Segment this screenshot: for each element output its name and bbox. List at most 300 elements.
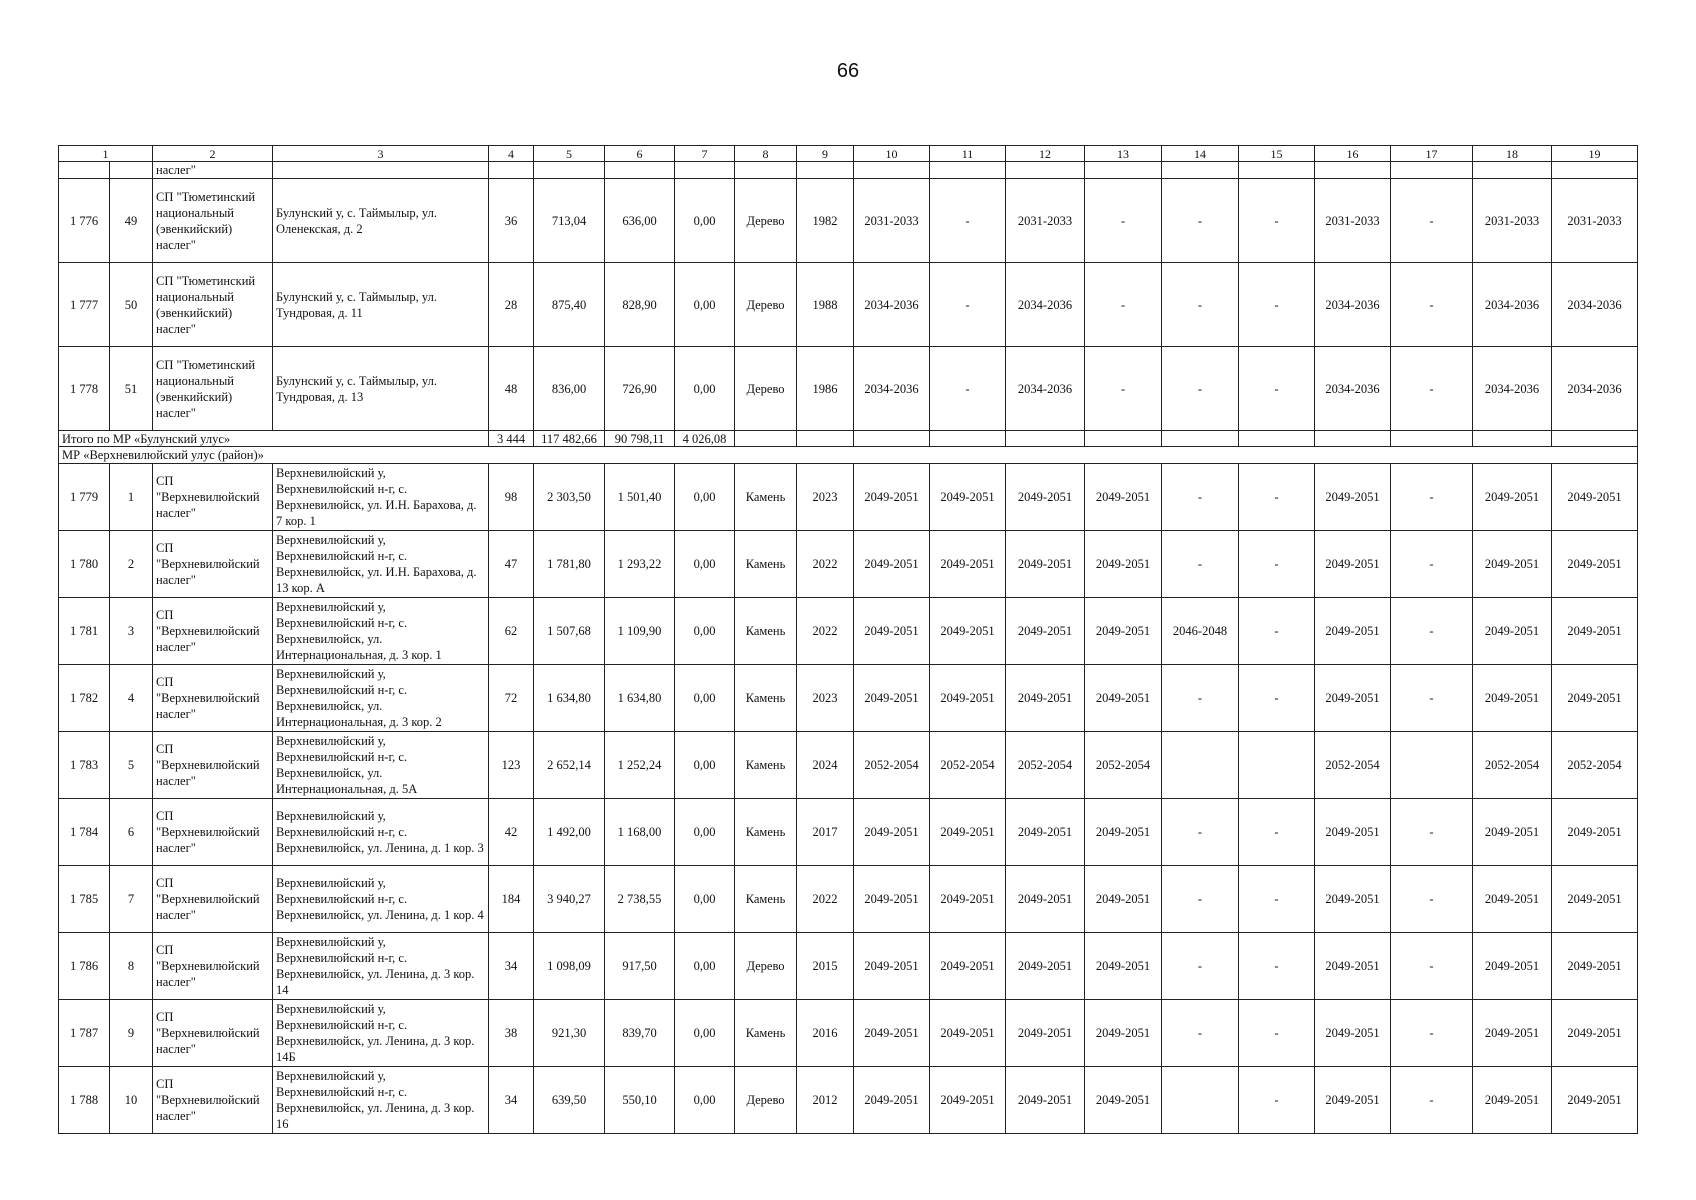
cell-col-2: 51 — [110, 347, 153, 431]
cell-col-11: 2034-2036 — [854, 263, 930, 347]
column-number: 3 — [273, 146, 489, 162]
cell-col-2: 1 — [110, 464, 153, 531]
cell-col-1: 1 780 — [59, 531, 110, 598]
cell-col-12: - — [930, 347, 1006, 431]
cell-col-3: СП "Верхневилюйский наслег" — [153, 464, 273, 531]
cell-col-2: 3 — [110, 598, 153, 665]
cell-col-15: - — [1162, 933, 1239, 1000]
cell-col-2: 2 — [110, 531, 153, 598]
cell-col-7: 1 109,90 — [605, 598, 675, 665]
cell-col-16: - — [1239, 933, 1315, 1000]
cell — [1006, 162, 1085, 179]
cell-col-17: 2049-2051 — [1315, 933, 1391, 1000]
cell-col-17: 2049-2051 — [1315, 799, 1391, 866]
cell-col-6: 1 507,68 — [534, 598, 605, 665]
column-number: 12 — [1006, 146, 1085, 162]
column-number: 9 — [797, 146, 854, 162]
cell-col-4: Верхневилюйский у, Верхневилюйский н-г, с. Верхневилюйск, ул. Ленина, д. 3 кор. 14 — [273, 933, 489, 1000]
cell-col-2: 49 — [110, 179, 153, 263]
cell — [489, 162, 534, 179]
table-row — [59, 179, 1638, 263]
cell-col-19: 2049-2051 — [1473, 799, 1552, 866]
cell — [1085, 162, 1162, 179]
cell — [854, 162, 930, 179]
cell-col-13: 2049-2051 — [1006, 1000, 1085, 1067]
cell-col-11: 2049-2051 — [854, 1000, 930, 1067]
cell — [1162, 431, 1239, 447]
cell-col-14: 2049-2051 — [1085, 665, 1162, 732]
cell-col-15: - — [1162, 179, 1239, 263]
cell-col-2: 10 — [110, 1067, 153, 1134]
cell-col-16: - — [1239, 598, 1315, 665]
cell-col-4: Верхневилюйский у, Верхневилюйский н-г, с. Верхневилюйск, ул. Ленина, д. 3 кор. 16 — [273, 1067, 489, 1134]
housing-register-table — [58, 145, 1638, 1134]
cell — [1239, 431, 1315, 447]
cell-col-16: - — [1239, 464, 1315, 531]
cell — [59, 162, 110, 179]
cell-col-3: СП "Верхневилюйский наслег" — [153, 665, 273, 732]
cell-col-13: 2049-2051 — [1006, 464, 1085, 531]
cell-col-20: 2052-2054 — [1552, 732, 1638, 799]
table-row — [59, 732, 1638, 799]
cell — [1391, 431, 1473, 447]
cell-col-1: 1 786 — [59, 933, 110, 1000]
cell — [797, 162, 854, 179]
cell — [1085, 431, 1162, 447]
column-number: 6 — [605, 146, 675, 162]
cell-col-12: 2049-2051 — [930, 1000, 1006, 1067]
column-number: 15 — [1239, 146, 1315, 162]
cell-col-2: 8 — [110, 933, 153, 1000]
cell-col-3: СП "Верхневилюйский наслег" — [153, 799, 273, 866]
cell-col-6: 2 652,14 — [534, 732, 605, 799]
cell-col-5: 184 — [489, 866, 534, 933]
column-number: 17 — [1391, 146, 1473, 162]
column-number: 2 — [153, 146, 273, 162]
cell-col-5: 72 — [489, 665, 534, 732]
cell-col-18: - — [1391, 598, 1473, 665]
cell-col-6: 1 492,00 — [534, 799, 605, 866]
cell-col-15 — [1162, 1067, 1239, 1134]
column-number: 5 — [534, 146, 605, 162]
column-number: 1 — [59, 146, 153, 162]
cell-col-5: 38 — [489, 1000, 534, 1067]
cell-col-15: - — [1162, 531, 1239, 598]
cell-col-8: 0,00 — [675, 665, 735, 732]
cell-col-4: Верхневилюйский у, Верхневилюйский н-г, с. Верхневилюйск, ул. Интернациональная, д. 3 кор. 1 — [273, 598, 489, 665]
cell-col-1: 1 784 — [59, 799, 110, 866]
cell-col-6: 836,00 — [534, 347, 605, 431]
cell-col-2: 9 — [110, 1000, 153, 1067]
cell-col-9: Камень — [735, 531, 797, 598]
cell-col-18: - — [1391, 1000, 1473, 1067]
cell-col-20: 2031-2033 — [1552, 179, 1638, 263]
cell-col-11: 2049-2051 — [854, 933, 930, 1000]
cell-col-17: 2049-2051 — [1315, 1067, 1391, 1134]
cell-col-2: 50 — [110, 263, 153, 347]
cell-col-20: 2049-2051 — [1552, 933, 1638, 1000]
cell-col-9: Камень — [735, 732, 797, 799]
cell — [675, 162, 735, 179]
cell-col-18: - — [1391, 866, 1473, 933]
cell-col-7: 1 501,40 — [605, 464, 675, 531]
column-number: 7 — [675, 146, 735, 162]
cell-col-14: 2049-2051 — [1085, 531, 1162, 598]
cell-col-17: 2049-2051 — [1315, 464, 1391, 531]
subtotal-value: 4 026,08 — [675, 431, 735, 447]
cell-col-9: Дерево — [735, 179, 797, 263]
table-row — [59, 1000, 1638, 1067]
cell-col-8: 0,00 — [675, 1000, 735, 1067]
cell-col-2: 4 — [110, 665, 153, 732]
cell-col-11: 2049-2051 — [854, 1067, 930, 1134]
cell-col-9: Камень — [735, 665, 797, 732]
cell-col-11: 2052-2054 — [854, 732, 930, 799]
section-title: МР «Верхневилюйский улус (район)» — [59, 447, 1638, 464]
cell-col-2: 7 — [110, 866, 153, 933]
cell-col-9: Камень — [735, 1000, 797, 1067]
column-number-header — [59, 146, 1638, 162]
cell-col-10: 2023 — [797, 665, 854, 732]
section-header-row — [59, 447, 1638, 464]
cell-col-5: 62 — [489, 598, 534, 665]
cell-col-10: 2016 — [797, 1000, 854, 1067]
cell-col-13: 2049-2051 — [1006, 598, 1085, 665]
cell-col-10: 2023 — [797, 464, 854, 531]
cell-col-17: 2049-2051 — [1315, 1000, 1391, 1067]
cell-col-1: 1 781 — [59, 598, 110, 665]
cell-col-20: 2049-2051 — [1552, 598, 1638, 665]
cell-col-20: 2049-2051 — [1552, 866, 1638, 933]
cell — [1552, 431, 1638, 447]
cell-col-5: 36 — [489, 179, 534, 263]
column-number: 11 — [930, 146, 1006, 162]
cell-col-10: 2012 — [797, 1067, 854, 1134]
cell-col-1: 1 782 — [59, 665, 110, 732]
cell — [1315, 431, 1391, 447]
cell-col-16: - — [1239, 665, 1315, 732]
cell-col-16: - — [1239, 179, 1315, 263]
cell-col-2: 6 — [110, 799, 153, 866]
cell-col-3: СП "Верхневилюйский наслег" — [153, 866, 273, 933]
cell-col-4: Верхневилюйский у, Верхневилюйский н-г, с. Верхневилюйск, ул. Ленина, д. 3 кор. 14Б — [273, 1000, 489, 1067]
cell-col-9: Камень — [735, 464, 797, 531]
cell-col-4: Верхневилюйский у, Верхневилюйский н-г, с. Верхневилюйск, ул. И.Н. Барахова, д. 13 кор. А — [273, 531, 489, 598]
cell-col-3: СП "Тюметинский национальный (эвенкийский) наслег" — [153, 347, 273, 431]
table-row — [59, 933, 1638, 1000]
cell-col-8: 0,00 — [675, 732, 735, 799]
cell — [273, 162, 489, 179]
cell-col-6: 2 303,50 — [534, 464, 605, 531]
cell-col-9: Камень — [735, 598, 797, 665]
table-row — [59, 665, 1638, 732]
cell-col-10: 2022 — [797, 598, 854, 665]
cell-col-3: СП "Верхневилюйский наслег" — [153, 531, 273, 598]
cell-col-8: 0,00 — [675, 464, 735, 531]
cell-col-15: - — [1162, 799, 1239, 866]
cell-col-20: 2049-2051 — [1552, 665, 1638, 732]
cell-col-13: 2049-2051 — [1006, 665, 1085, 732]
cell-col-18 — [1391, 732, 1473, 799]
cell-col-7: 636,00 — [605, 179, 675, 263]
cell-col-18: - — [1391, 799, 1473, 866]
cell-col-6: 1 098,09 — [534, 933, 605, 1000]
table-row — [59, 347, 1638, 431]
cell-col-16 — [1239, 732, 1315, 799]
cell-col-19: 2049-2051 — [1473, 1000, 1552, 1067]
cell-col-15: - — [1162, 464, 1239, 531]
cell-col-1: 1 787 — [59, 1000, 110, 1067]
cell-col-18: - — [1391, 263, 1473, 347]
cell-col-7: 828,90 — [605, 263, 675, 347]
cell-col-11: 2049-2051 — [854, 866, 930, 933]
table-row — [59, 531, 1638, 598]
cell-col-7: 1 252,24 — [605, 732, 675, 799]
cell-col-11: 2049-2051 — [854, 598, 930, 665]
cell-col-6: 875,40 — [534, 263, 605, 347]
column-number: 19 — [1552, 146, 1638, 162]
cell-col-19: 2049-2051 — [1473, 531, 1552, 598]
column-number: 18 — [1473, 146, 1552, 162]
cell-col-11: 2049-2051 — [854, 799, 930, 866]
cell-col-17: 2049-2051 — [1315, 665, 1391, 732]
cell-col-8: 0,00 — [675, 1067, 735, 1134]
cell — [930, 162, 1006, 179]
cell-col-18: - — [1391, 179, 1473, 263]
cell-col-9: Камень — [735, 799, 797, 866]
cell-col-3: СП "Тюметинский национальный (эвенкийский) наслег" — [153, 263, 273, 347]
cell-col-6: 1 634,80 — [534, 665, 605, 732]
table-row — [59, 1067, 1638, 1134]
cell-col-19: 2049-2051 — [1473, 464, 1552, 531]
column-number: 4 — [489, 146, 534, 162]
cell-col-3: СП "Тюметинский национальный (эвенкийский) наслег" — [153, 179, 273, 263]
cell-col-6: 921,30 — [534, 1000, 605, 1067]
column-number: 8 — [735, 146, 797, 162]
cell-col-18: - — [1391, 1067, 1473, 1134]
cell-col-7: 1 634,80 — [605, 665, 675, 732]
subtotal-value: 117 482,66 — [534, 431, 605, 447]
cell-col-11: 2049-2051 — [854, 531, 930, 598]
table-row — [59, 263, 1638, 347]
cell-col-4: Верхневилюйский у, Верхневилюйский н-г, с. Верхневилюйск, ул. Интернациональная, д. 5А — [273, 732, 489, 799]
cell-col-11: 2034-2036 — [854, 347, 930, 431]
cell-col-8: 0,00 — [675, 933, 735, 1000]
cell-col-5: 34 — [489, 1067, 534, 1134]
cell-col-1: 1 778 — [59, 347, 110, 431]
cell-col-16: - — [1239, 799, 1315, 866]
cell-col-13: 2031-2033 — [1006, 179, 1085, 263]
cell-col-12: 2049-2051 — [930, 866, 1006, 933]
cell-col-10: 1988 — [797, 263, 854, 347]
cell-col-6: 713,04 — [534, 179, 605, 263]
cell-col-11: 2049-2051 — [854, 665, 930, 732]
table-row — [59, 866, 1638, 933]
cell-col-8: 0,00 — [675, 263, 735, 347]
cell-col-10: 2015 — [797, 933, 854, 1000]
cell-col-12: 2049-2051 — [930, 665, 1006, 732]
cell-col-17: 2049-2051 — [1315, 598, 1391, 665]
cell-col-8: 0,00 — [675, 179, 735, 263]
cell-col-1: 1 776 — [59, 179, 110, 263]
cell-col-14: 2049-2051 — [1085, 866, 1162, 933]
cell-col-19: 2049-2051 — [1473, 1067, 1552, 1134]
cell-col-20: 2049-2051 — [1552, 1067, 1638, 1134]
cell-col-14: - — [1085, 347, 1162, 431]
cell — [1162, 162, 1239, 179]
cell-col-19: 2049-2051 — [1473, 598, 1552, 665]
cell-col-3: СП "Верхневилюйский наслег" — [153, 1000, 273, 1067]
cell-col-3: СП "Верхневилюйский наслег" — [153, 933, 273, 1000]
cell-col-5: 28 — [489, 263, 534, 347]
cell-col-9: Дерево — [735, 933, 797, 1000]
cell-col-12: - — [930, 179, 1006, 263]
cell-col-1: 1 785 — [59, 866, 110, 933]
cell-col-1: 1 777 — [59, 263, 110, 347]
cell-col-17: 2049-2051 — [1315, 531, 1391, 598]
cell-col-17: 2049-2051 — [1315, 866, 1391, 933]
cell-col-13: 2049-2051 — [1006, 933, 1085, 1000]
cell-col-4: Булунский у, с. Таймылыр, ул. Оленекская, д. 2 — [273, 179, 489, 263]
cell-col-4: Булунский у, с. Таймылыр, ул. Тундровая, д. 11 — [273, 263, 489, 347]
cell-col-18: - — [1391, 531, 1473, 598]
cell-col-8: 0,00 — [675, 866, 735, 933]
cell-col-14: - — [1085, 263, 1162, 347]
cell-col-20: 2049-2051 — [1552, 799, 1638, 866]
cell-col-15: - — [1162, 1000, 1239, 1067]
cell-col-18: - — [1391, 665, 1473, 732]
cell-col-16: - — [1239, 1067, 1315, 1134]
cell-col-5: 42 — [489, 799, 534, 866]
cell-col-16: - — [1239, 263, 1315, 347]
cell-col-12: 2049-2051 — [930, 799, 1006, 866]
cell-col-20: 2049-2051 — [1552, 531, 1638, 598]
column-number: 16 — [1315, 146, 1391, 162]
cell-col-12: - — [930, 263, 1006, 347]
subtotal-row — [59, 431, 1638, 447]
cell-col-16: - — [1239, 1000, 1315, 1067]
cell-col-6: 1 781,80 — [534, 531, 605, 598]
cell — [1473, 162, 1552, 179]
cell-col-18: - — [1391, 933, 1473, 1000]
cell-col-12: 2049-2051 — [930, 1067, 1006, 1134]
cell-col-7: 917,50 — [605, 933, 675, 1000]
cell-col-17: 2034-2036 — [1315, 347, 1391, 431]
cell-col-1: 1 779 — [59, 464, 110, 531]
cell-col-5: 34 — [489, 933, 534, 1000]
cell-col-16: - — [1239, 531, 1315, 598]
cell-col-5: 47 — [489, 531, 534, 598]
cell-col-7: 550,10 — [605, 1067, 675, 1134]
cell-col-14: 2049-2051 — [1085, 933, 1162, 1000]
column-number: 10 — [854, 146, 930, 162]
cell — [1006, 431, 1085, 447]
cell-col-10: 2022 — [797, 866, 854, 933]
cell-col-15: - — [1162, 263, 1239, 347]
cell-col-19: 2052-2054 — [1473, 732, 1552, 799]
cell — [1391, 162, 1473, 179]
cell — [797, 431, 854, 447]
cell-col-14: 2049-2051 — [1085, 1067, 1162, 1134]
cell-col-14: - — [1085, 179, 1162, 263]
continuation-text: наслег" — [153, 162, 273, 179]
cell-col-13: 2049-2051 — [1006, 866, 1085, 933]
column-number: 14 — [1162, 146, 1239, 162]
cell-col-10: 2022 — [797, 531, 854, 598]
cell-col-14: 2049-2051 — [1085, 1000, 1162, 1067]
cell-col-12: 2049-2051 — [930, 598, 1006, 665]
cell — [534, 162, 605, 179]
cell-col-4: Верхневилюйский у, Верхневилюйский н-г, с. Верхневилюйск, ул. И.Н. Барахова, д. 7 кор. 1 — [273, 464, 489, 531]
cell-col-20: 2034-2036 — [1552, 347, 1638, 431]
cell — [1315, 162, 1391, 179]
cell-col-12: 2052-2054 — [930, 732, 1006, 799]
table-row — [59, 598, 1638, 665]
cell-col-19: 2031-2033 — [1473, 179, 1552, 263]
cell-col-13: 2049-2051 — [1006, 799, 1085, 866]
cell-col-8: 0,00 — [675, 598, 735, 665]
cell-col-16: - — [1239, 347, 1315, 431]
cell-col-15: - — [1162, 665, 1239, 732]
cell-col-13: 2049-2051 — [1006, 1067, 1085, 1134]
cell-col-19: 2049-2051 — [1473, 866, 1552, 933]
cell-col-7: 2 738,55 — [605, 866, 675, 933]
cell-col-4: Булунский у, с. Таймылыр, ул. Тундровая, д. 13 — [273, 347, 489, 431]
cell-col-10: 1982 — [797, 179, 854, 263]
cell-col-15: 2046-2048 — [1162, 598, 1239, 665]
cell-col-17: 2031-2033 — [1315, 179, 1391, 263]
cell-col-2: 5 — [110, 732, 153, 799]
cell — [110, 162, 153, 179]
cell-col-8: 0,00 — [675, 531, 735, 598]
cell-col-9: Дерево — [735, 263, 797, 347]
cell-col-12: 2049-2051 — [930, 464, 1006, 531]
cell-col-14: 2049-2051 — [1085, 464, 1162, 531]
cell-col-17: 2034-2036 — [1315, 263, 1391, 347]
cell-col-3: СП "Верхневилюйский наслег" — [153, 732, 273, 799]
cell — [605, 162, 675, 179]
cell-col-19: 2034-2036 — [1473, 263, 1552, 347]
cell-col-4: Верхневилюйский у, Верхневилюйский н-г, с. Верхневилюйск, ул. Ленина, д. 1 кор. 3 — [273, 799, 489, 866]
table-row — [59, 799, 1638, 866]
cell-col-10: 2017 — [797, 799, 854, 866]
cell-col-7: 726,90 — [605, 347, 675, 431]
cell — [930, 431, 1006, 447]
cell-col-13: 2034-2036 — [1006, 347, 1085, 431]
cell-col-19: 2049-2051 — [1473, 665, 1552, 732]
cell-col-8: 0,00 — [675, 799, 735, 866]
cell-col-14: 2049-2051 — [1085, 598, 1162, 665]
cell-col-7: 1 293,22 — [605, 531, 675, 598]
cell-col-3: СП "Верхневилюйский наслег" — [153, 1067, 273, 1134]
cell — [1239, 162, 1315, 179]
cell-col-10: 1986 — [797, 347, 854, 431]
cell — [1473, 431, 1552, 447]
cell-col-10: 2024 — [797, 732, 854, 799]
cell-col-5: 98 — [489, 464, 534, 531]
cell — [735, 162, 797, 179]
subtotal-value: 3 444 — [489, 431, 534, 447]
cell-col-11: 2049-2051 — [854, 464, 930, 531]
subtotal-value: 90 798,11 — [605, 431, 675, 447]
cell-col-15: - — [1162, 347, 1239, 431]
cell-col-15 — [1162, 732, 1239, 799]
cell-col-4: Верхневилюйский у, Верхневилюйский н-г, с. Верхневилюйск, ул. Интернациональная, д. 3 кор. 2 — [273, 665, 489, 732]
cell-col-16: - — [1239, 866, 1315, 933]
cell-col-11: 2031-2033 — [854, 179, 930, 263]
cell-col-14: 2049-2051 — [1085, 799, 1162, 866]
cell-col-13: 2052-2054 — [1006, 732, 1085, 799]
